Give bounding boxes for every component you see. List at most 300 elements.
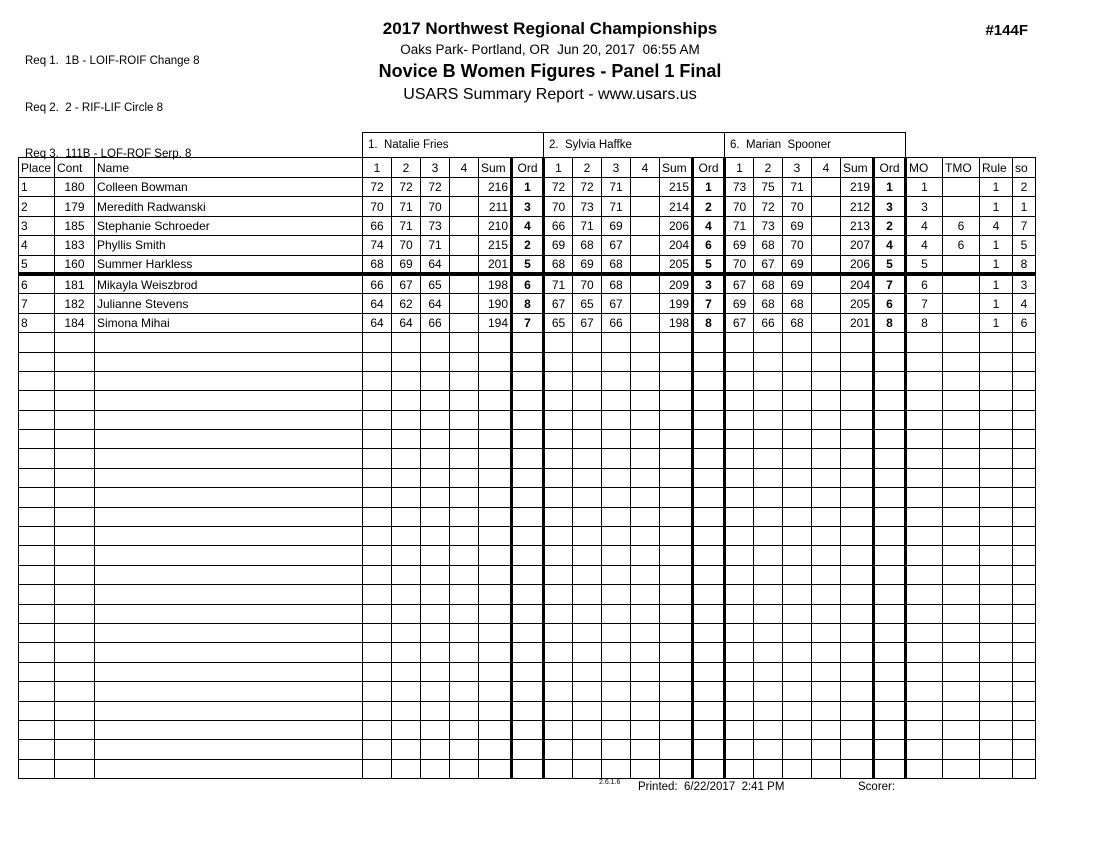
score-cell: [725, 527, 754, 546]
sum-cell: [660, 585, 693, 604]
ord-cell: [512, 662, 544, 681]
score-cell: [573, 623, 602, 642]
so-cell: [1013, 759, 1036, 778]
score-cell: [392, 391, 421, 410]
place-cell: 3: [19, 216, 55, 235]
score-cell: [573, 585, 602, 604]
score-cell: [754, 449, 783, 468]
cont-cell: [55, 643, 95, 662]
score-cell: [450, 527, 479, 546]
rule-cell: [980, 643, 1013, 662]
ord-cell: [693, 546, 725, 565]
sum-cell: [479, 546, 512, 565]
score-cell: [363, 662, 392, 681]
score-cell: 70: [544, 197, 573, 216]
sum-cell: [660, 740, 693, 759]
so-cell: [1013, 701, 1036, 720]
score-cell: [392, 352, 421, 371]
score-cell: [602, 507, 631, 526]
score-cell: 70: [783, 197, 812, 216]
col-header-sum: Sum: [660, 158, 693, 178]
software-version: 2.6.1.6: [599, 779, 621, 786]
ord-cell: 2: [512, 236, 544, 255]
ord-cell: [693, 410, 725, 429]
sum-cell: [479, 527, 512, 546]
cont-cell: [55, 410, 95, 429]
sum-cell: [841, 449, 874, 468]
score-cell: [783, 488, 812, 507]
score-cell: [783, 410, 812, 429]
score-cell: 69: [725, 294, 754, 313]
place-cell: [19, 352, 55, 371]
mo-cell: [906, 643, 943, 662]
ord-cell: 6: [693, 236, 725, 255]
score-cell: 69: [573, 255, 602, 274]
name-cell: [95, 565, 363, 584]
cont-cell: [55, 759, 95, 778]
score-cell: [450, 371, 479, 390]
so-cell: 3: [1013, 274, 1036, 293]
score-cell: [544, 623, 573, 642]
place-cell: [19, 468, 55, 487]
mo-cell: [906, 604, 943, 623]
ord-cell: [874, 720, 906, 739]
score-cell: [631, 662, 660, 681]
place-cell: [19, 643, 55, 662]
place-cell: [19, 623, 55, 642]
sum-cell: [841, 740, 874, 759]
sum-cell: [841, 527, 874, 546]
score-cell: [725, 371, 754, 390]
score-cell: [783, 585, 812, 604]
sum-cell: [479, 410, 512, 429]
sum-cell: [660, 643, 693, 662]
score-cell: [450, 197, 479, 216]
cont-cell: 184: [55, 313, 95, 332]
col-header-score: 4: [812, 158, 841, 178]
empty-row: [19, 410, 1036, 429]
score-cell: [363, 585, 392, 604]
score-cell: [783, 430, 812, 449]
score-cell: [573, 371, 602, 390]
score-cell: [544, 468, 573, 487]
sum-cell: [841, 682, 874, 701]
score-cell: 72: [544, 178, 573, 197]
score-cell: 67: [392, 274, 421, 293]
ord-cell: [693, 468, 725, 487]
score-cell: [754, 333, 783, 352]
score-cell: [450, 662, 479, 681]
rule-cell: [980, 585, 1013, 604]
ord-cell: [512, 623, 544, 642]
empty-row: [19, 507, 1036, 526]
score-cell: [602, 585, 631, 604]
ord-cell: [512, 333, 544, 352]
score-cell: [363, 527, 392, 546]
score-cell: [363, 759, 392, 778]
table-head: [19, 133, 1036, 178]
empty-row: [19, 701, 1036, 720]
score-cell: [754, 507, 783, 526]
ord-cell: 7: [693, 294, 725, 313]
tmo-cell: [943, 371, 980, 390]
score-cell: [812, 178, 841, 197]
rule-cell: [980, 623, 1013, 642]
place-cell: 7: [19, 294, 55, 313]
score-cell: [544, 391, 573, 410]
score-cell: 67: [725, 274, 754, 293]
ord-cell: 1: [512, 178, 544, 197]
cont-cell: 160: [55, 255, 95, 274]
empty-row: [19, 468, 1036, 487]
score-cell: [421, 701, 450, 720]
score-cell: [421, 643, 450, 662]
score-cell: 67: [754, 255, 783, 274]
score-cell: [812, 682, 841, 701]
score-cell: [363, 488, 392, 507]
empty-row: [19, 449, 1036, 468]
sum-cell: [841, 662, 874, 681]
sum-cell: [841, 371, 874, 390]
sum-cell: [841, 623, 874, 642]
col-header-name: Name: [95, 158, 363, 178]
sum-cell: [479, 740, 512, 759]
mo-cell: [906, 391, 943, 410]
cont-cell: 180: [55, 178, 95, 197]
ord-cell: 6: [874, 294, 906, 313]
score-cell: 71: [392, 216, 421, 235]
score-cell: 64: [363, 294, 392, 313]
mo-cell: [906, 740, 943, 759]
sum-cell: 219: [841, 178, 874, 197]
ord-cell: [693, 565, 725, 584]
mo-cell: [906, 565, 943, 584]
score-cell: [450, 468, 479, 487]
cont-cell: [55, 391, 95, 410]
so-cell: [1013, 546, 1036, 565]
name-cell: Julianne Stevens: [95, 294, 363, 313]
mo-cell: [906, 333, 943, 352]
sum-cell: 215: [660, 178, 693, 197]
name-cell: [95, 391, 363, 410]
rule-cell: [980, 740, 1013, 759]
sum-cell: [479, 565, 512, 584]
score-cell: 71: [573, 216, 602, 235]
rule-cell: [980, 371, 1013, 390]
score-cell: [392, 682, 421, 701]
score-cell: [631, 468, 660, 487]
score-cell: [573, 565, 602, 584]
score-cell: [812, 371, 841, 390]
place-cell: [19, 565, 55, 584]
score-cell: [725, 468, 754, 487]
empty-row: [19, 604, 1036, 623]
ord-cell: [874, 701, 906, 720]
score-cell: [573, 662, 602, 681]
cont-cell: [55, 371, 95, 390]
score-cell: [812, 333, 841, 352]
ord-cell: [512, 701, 544, 720]
score-cell: [573, 333, 602, 352]
table-row: [19, 313, 1036, 332]
sum-cell: [660, 604, 693, 623]
so-cell: 1: [1013, 197, 1036, 216]
score-cell: [363, 604, 392, 623]
score-cell: 67: [544, 294, 573, 313]
score-cell: [363, 720, 392, 739]
ord-cell: 8: [874, 313, 906, 332]
score-cell: [544, 682, 573, 701]
tmo-cell: [943, 468, 980, 487]
score-cell: [392, 527, 421, 546]
score-cell: [450, 352, 479, 371]
score-cell: [725, 488, 754, 507]
requirement-line: Req 2. 2 - RIF-LIF Circle 8: [25, 101, 164, 114]
score-cell: [392, 546, 421, 565]
score-cell: [421, 604, 450, 623]
place-cell: [19, 527, 55, 546]
score-cell: [754, 604, 783, 623]
ord-cell: 8: [512, 294, 544, 313]
score-cell: [363, 430, 392, 449]
score-cell: [573, 430, 602, 449]
ord-cell: [512, 449, 544, 468]
cont-cell: 179: [55, 197, 95, 216]
rule-cell: [980, 682, 1013, 701]
col-header-score: 1: [363, 158, 392, 178]
tmo-cell: [943, 662, 980, 681]
score-cell: [812, 701, 841, 720]
ord-cell: [693, 527, 725, 546]
score-cell: [421, 546, 450, 565]
score-cell: [363, 623, 392, 642]
judge-name-header: 1. Natalie Fries: [363, 133, 544, 158]
place-cell: [19, 488, 55, 507]
name-cell: [95, 720, 363, 739]
tmo-cell: [943, 585, 980, 604]
tmo-cell: [943, 449, 980, 468]
sum-cell: [479, 662, 512, 681]
score-cell: [392, 371, 421, 390]
score-cell: [450, 391, 479, 410]
place-cell: [19, 585, 55, 604]
ord-cell: [874, 507, 906, 526]
name-cell: Colleen Bowman: [95, 178, 363, 197]
mo-cell: [906, 430, 943, 449]
tmo-cell: [943, 410, 980, 429]
score-cell: [421, 507, 450, 526]
rule-cell: [980, 410, 1013, 429]
score-cell: [421, 468, 450, 487]
score-cell: [450, 488, 479, 507]
rule-cell: 1: [980, 197, 1013, 216]
score-cell: [450, 274, 479, 293]
score-cell: [392, 585, 421, 604]
score-cell: 64: [421, 255, 450, 274]
sum-cell: [841, 546, 874, 565]
score-cell: [754, 585, 783, 604]
score-cell: [725, 449, 754, 468]
sum-cell: 213: [841, 216, 874, 235]
name-cell: [95, 430, 363, 449]
ord-cell: [693, 371, 725, 390]
cont-cell: [55, 333, 95, 352]
cont-cell: [55, 527, 95, 546]
tmo-cell: [943, 623, 980, 642]
tmo-cell: [943, 255, 980, 274]
mo-cell: 4: [906, 216, 943, 235]
col-header-score: 3: [421, 158, 450, 178]
ord-cell: 5: [874, 255, 906, 274]
score-cell: [450, 701, 479, 720]
mo-cell: [906, 352, 943, 371]
ord-cell: [874, 585, 906, 604]
empty-row: [19, 430, 1036, 449]
col-header-score: 2: [573, 158, 602, 178]
score-cell: 66: [363, 274, 392, 293]
tmo-cell: [943, 352, 980, 371]
score-cell: 68: [363, 255, 392, 274]
col-header-score: 2: [754, 158, 783, 178]
mo-cell: [906, 371, 943, 390]
score-cell: 67: [725, 313, 754, 332]
score-cell: 64: [392, 313, 421, 332]
tmo-cell: 6: [943, 216, 980, 235]
score-cell: [602, 604, 631, 623]
ord-cell: [512, 682, 544, 701]
name-cell: [95, 333, 363, 352]
sum-cell: [479, 759, 512, 778]
score-cell: [754, 430, 783, 449]
score-cell: [544, 759, 573, 778]
score-cell: [544, 701, 573, 720]
rule-cell: [980, 759, 1013, 778]
score-cell: [544, 430, 573, 449]
score-cell: [421, 488, 450, 507]
score-cell: [392, 759, 421, 778]
rule-cell: [980, 604, 1013, 623]
rule-cell: [980, 527, 1013, 546]
sum-cell: [660, 468, 693, 487]
score-cell: [573, 410, 602, 429]
score-cell: [392, 604, 421, 623]
tmo-cell: [943, 604, 980, 623]
ord-cell: [874, 643, 906, 662]
score-cell: [812, 488, 841, 507]
score-cell: [631, 449, 660, 468]
score-cell: [631, 604, 660, 623]
score-cell: [450, 759, 479, 778]
ord-cell: [512, 410, 544, 429]
so-cell: 5: [1013, 236, 1036, 255]
sum-cell: [660, 488, 693, 507]
score-cell: [783, 546, 812, 565]
empty-row: [19, 371, 1036, 390]
score-cell: [631, 720, 660, 739]
score-cell: [631, 410, 660, 429]
ord-cell: [512, 604, 544, 623]
score-cell: [754, 759, 783, 778]
so-cell: [1013, 623, 1036, 642]
sum-cell: [660, 391, 693, 410]
sum-cell: [479, 430, 512, 449]
score-cell: [602, 682, 631, 701]
rule-cell: 1: [980, 313, 1013, 332]
sum-cell: [841, 643, 874, 662]
score-cell: [363, 546, 392, 565]
ord-cell: 7: [512, 313, 544, 332]
rule-cell: [980, 468, 1013, 487]
rule-cell: [980, 333, 1013, 352]
score-cell: [421, 352, 450, 371]
score-cell: [783, 682, 812, 701]
sum-cell: 204: [660, 236, 693, 255]
tmo-cell: [943, 507, 980, 526]
corner-spacer: [19, 133, 363, 158]
score-cell: [392, 507, 421, 526]
score-cell: [725, 585, 754, 604]
place-cell: 5: [19, 255, 55, 274]
scorer-label: Scorer:: [858, 781, 896, 793]
event-title: Novice B Women Figures - Panel 1 Final: [378, 61, 722, 81]
cont-cell: [55, 565, 95, 584]
name-cell: [95, 449, 363, 468]
name-cell: [95, 623, 363, 642]
score-cell: [812, 759, 841, 778]
tmo-cell: [943, 313, 980, 332]
place-cell: [19, 740, 55, 759]
score-cell: 69: [544, 236, 573, 255]
score-cell: [631, 527, 660, 546]
sum-cell: [660, 701, 693, 720]
score-cell: 68: [783, 294, 812, 313]
score-cell: [602, 527, 631, 546]
score-cell: 73: [573, 197, 602, 216]
score-cell: [602, 371, 631, 390]
cont-cell: [55, 662, 95, 681]
sum-cell: 198: [479, 274, 512, 293]
score-cell: [725, 604, 754, 623]
ord-cell: [874, 565, 906, 584]
score-cell: [450, 333, 479, 352]
score-cell: [725, 333, 754, 352]
score-cell: [783, 604, 812, 623]
score-cell: [602, 720, 631, 739]
place-cell: [19, 682, 55, 701]
score-cell: [812, 274, 841, 293]
name-cell: [95, 507, 363, 526]
empty-row: [19, 585, 1036, 604]
mo-cell: [906, 468, 943, 487]
name-cell: [95, 682, 363, 701]
score-cell: 67: [602, 294, 631, 313]
col-header-ord: Ord: [693, 158, 725, 178]
score-cell: [725, 391, 754, 410]
empty-row: [19, 565, 1036, 584]
tmo-cell: [943, 682, 980, 701]
so-cell: [1013, 585, 1036, 604]
score-cell: [392, 468, 421, 487]
score-cell: [812, 740, 841, 759]
report-header: [0, 18, 1100, 106]
name-cell: Stephanie Schroeder: [95, 216, 363, 235]
score-cell: [450, 430, 479, 449]
ord-cell: 5: [693, 255, 725, 274]
score-cell: [812, 352, 841, 371]
tmo-cell: [943, 701, 980, 720]
score-cell: [544, 352, 573, 371]
sum-cell: [660, 333, 693, 352]
